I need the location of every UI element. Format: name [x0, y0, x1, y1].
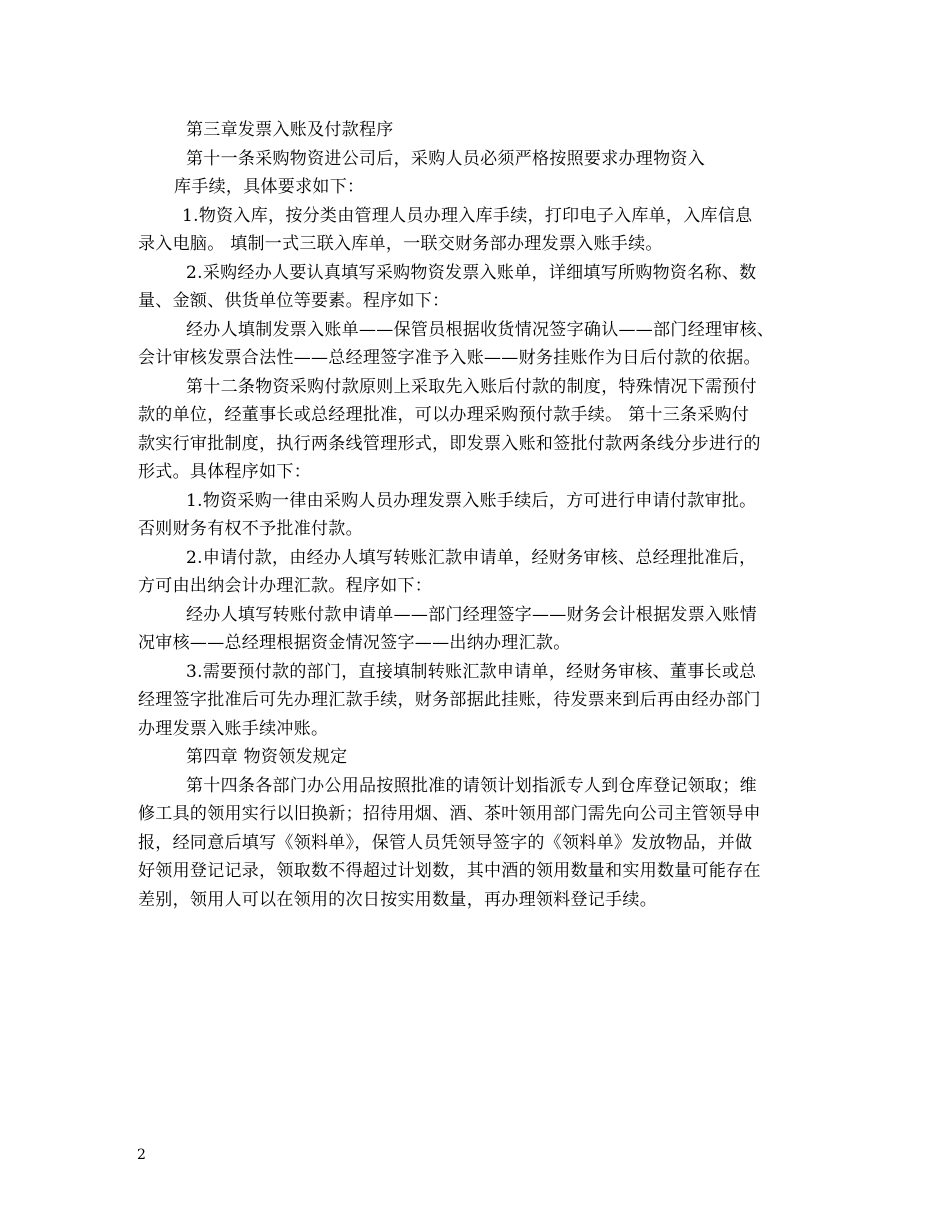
- page-number: 2: [137, 1147, 146, 1163]
- paragraph-line: 第十四条各部门办公用品按照批准的请领计划指派专人到仓库登记领取；维: [186, 775, 757, 796]
- paragraph-line: 3.需要预付款的部门，直接填制转账汇款申请单，经财务审核、董事长或总: [186, 661, 757, 682]
- paragraph-line: 款实行审批制度，执行两条线管理形式，即发票入账和签批付款两条线分步进行的: [138, 433, 761, 454]
- paragraph-line: 经办人填写转账付款申请单——部门经理签字——财务会计根据发票入账情: [186, 604, 757, 625]
- paragraph-line: 2.采购经办人要认真填写采购物资发票入账单，详细填写所购物资名称、数: [186, 262, 757, 283]
- paragraph-line: 差别，领用人可以在领用的次日按实用数量，再办理领料登记手续。: [138, 889, 657, 910]
- chapter-heading-3: 第三章发票入账及付款程序: [186, 120, 394, 140]
- paragraph-line: 量、金额、供货单位等要素。程序如下：: [138, 291, 450, 311]
- paragraph-line: 经办人填制发票入账单——保管员根据收货情况签字确认——部门经理审核、: [186, 319, 775, 340]
- paragraph-line: 报，经同意后填写《领料单》，保管人员凭领导签字的《领料单》发放物品，并做: [138, 832, 753, 853]
- paragraph-line: 修工具的领用实行以旧换新；招待用烟、酒、茶叶领用部门需先向公司主管领导申: [138, 804, 761, 824]
- paragraph-line: 款的单位，经董事长或总经理批准，可以办理采购预付款手续。 第十三条采购付: [138, 405, 750, 425]
- paragraph-line: 1.物资入库，按分类由管理人员办理入库手续，打印电子入库单，入库信息: [182, 205, 753, 226]
- document-body: [138, 116, 818, 914]
- paragraph-line: 好领用登记记录，领取数不得超过计划数，其中酒的领用数量和实用数量可能存在: [138, 861, 761, 881]
- paragraph-line: 办理发票入账手续冲账。: [138, 718, 329, 739]
- paragraph-line: 方可由出纳会计办理汇款。程序如下：: [138, 576, 433, 596]
- paragraph-line: 2.申请付款，由经办人填写转账汇款申请单，经财务审核、总经理批准后，: [186, 547, 757, 568]
- paragraph-line: 否则财务有权不予批准付款。: [138, 519, 363, 539]
- paragraph-line: 况审核——总经理根据资金情况签字——出纳办理汇款。: [138, 633, 571, 653]
- paragraph-line: 第十一条采购物资进公司后，采购人员必须严格按照要求办理物资入: [186, 148, 705, 169]
- paragraph-line: 会计审核发票合法性——总经理签字准予入账——财务挂账作为日后付款的依据。: [138, 348, 761, 368]
- paragraph-line: 第十二条物资采购付款原则上采取先入账后付款的制度，特殊情况下需预付: [186, 376, 757, 397]
- paragraph-line: 录入电脑。 填制一式三联入库单，一联交财务部办理发票入账手续。: [138, 234, 663, 254]
- paragraph-line: 库手续，具体要求如下：: [174, 177, 365, 197]
- paragraph-line: 经理签字批准后可先办理汇款手续，财务部据此挂账，待发票来到后再由经办部门: [138, 690, 761, 710]
- chapter-heading-4: 第四章 物资领发规定: [186, 747, 348, 767]
- paragraph-line: 形式。具体程序如下：: [138, 462, 311, 482]
- paragraph-line: 1.物资采购一律由采购人员办理发票入账手续后，方可进行申请付款审批。: [186, 490, 757, 511]
